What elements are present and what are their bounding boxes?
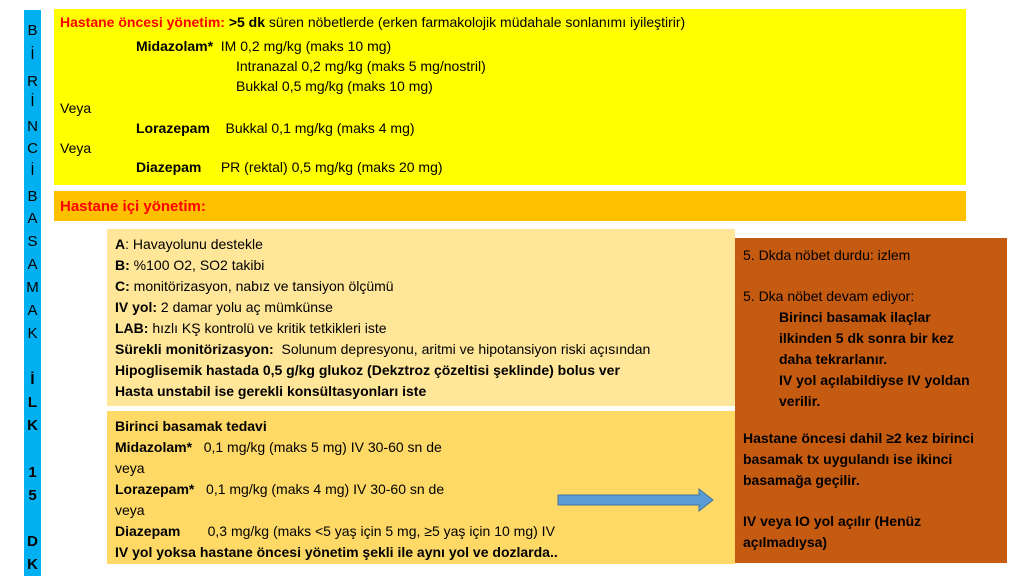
or-text: veya	[115, 502, 145, 518]
abc-text: 2 damar yolu aç mümkünse	[160, 299, 333, 315]
sidebar-letter: N	[27, 118, 38, 135]
seizure-stopped-text: 5. Dkda nöbet durdu: izlem	[743, 247, 911, 263]
abc-line	[115, 236, 263, 253]
dose-text: Intranazal 0,2 mg/kg (maks 5 mg/nostril)	[236, 58, 486, 74]
drug-label: Lorazepam	[136, 120, 210, 136]
drug-label: Midazolam*	[136, 38, 214, 54]
outcome-panel	[735, 238, 1007, 563]
midazolam-im-line	[136, 38, 391, 55]
second-line-text: basamak tx uygulandı ise ikinci	[743, 451, 953, 467]
prehospital-panel	[54, 9, 966, 185]
sidebar-letter: İ	[30, 371, 35, 388]
no-iv-line: IV yol yoksa hastane öncesi yönetim şekli ile aynı yol ve dozlarda..	[115, 544, 558, 560]
or-text: Veya	[60, 140, 92, 156]
sidebar-letter: M	[26, 279, 39, 296]
or-text: Veya	[60, 100, 92, 116]
inhospital-header-bar	[54, 191, 966, 221]
io-line-text: IV veya IO yol açılır (Henüz	[743, 513, 922, 529]
sidebar-letter: L	[27, 394, 38, 411]
sidebar-letter: D	[27, 533, 38, 550]
sidebar-letter: S	[27, 233, 38, 250]
sidebar-letter: 5	[28, 487, 37, 504]
dose-text: 0,1 mg/kg (maks 5 mg) IV 30-60 sn de	[203, 439, 442, 455]
prehospital-duration: >5 dk	[228, 14, 266, 30]
sidebar-letter: İ	[30, 46, 35, 63]
repeat-line: verilir.	[779, 393, 821, 409]
abc-key: A	[115, 236, 126, 252]
vertical-sidebar	[24, 10, 41, 576]
repeat-line: ilkinden 5 dk sonra bir kez	[779, 330, 955, 346]
abc-text: hızlı KŞ kontrolü ve kritik tetkikleri iste	[152, 320, 387, 336]
unstable-line: Hasta unstabil ise gerekli konsültasyonları iste	[115, 383, 427, 399]
sidebar-letter: A	[27, 256, 38, 273]
abc-line	[115, 341, 650, 358]
inhospital-title: Hastane içi yönetim:	[60, 198, 206, 215]
repeat-line: IV yol açılabildiyse IV yoldan	[779, 372, 970, 388]
abc-text: monitörizasyon, nabız ve tansiyon ölçümü	[133, 278, 394, 294]
repeat-line: daha tekrarlanır.	[779, 351, 888, 367]
abc-key: Sürekli monitörizasyon:	[115, 341, 274, 357]
sidebar-letter: K	[27, 556, 38, 573]
sidebar-letter: B	[27, 22, 38, 39]
abc-line	[115, 320, 387, 337]
drug-label: Diazepam	[115, 523, 181, 539]
diazepam-line	[136, 159, 443, 176]
abc-line	[115, 299, 333, 316]
prehospital-header-line	[60, 14, 685, 31]
second-line-text: basamağa geçilir.	[743, 472, 860, 488]
abc-text: Solunum depresyonu, aritmi ve hipotansiyon riski açısından	[281, 341, 651, 357]
hypoglycemia-line: Hipoglisemik hastada 0,5 g/kg glukoz (Dekztroz çözeltisi şeklinde) bolus ver	[115, 362, 620, 378]
drug-label: Lorazepam*	[115, 481, 195, 497]
io-line-text: açılmadıysa)	[743, 534, 828, 550]
sidebar-letter: K	[27, 325, 38, 342]
dose-text: IM 0,2 mg/kg (maks 10 mg)	[220, 38, 392, 54]
repeat-line: Birinci basamak ilaçlar	[779, 309, 931, 325]
sidebar-letter: A	[27, 302, 38, 319]
abc-key: C:	[115, 278, 130, 294]
prehospital-title: Hastane öncesi yönetim:	[60, 14, 225, 30]
firstline-lorazepam-line	[115, 481, 444, 498]
abc-key: B:	[115, 257, 130, 273]
firstline-title: Birinci basamak tedavi	[115, 418, 267, 434]
sidebar-letter: R	[27, 73, 38, 90]
drug-label: Diazepam	[136, 159, 202, 175]
sidebar-letter: C	[27, 140, 38, 157]
lorazepam-line	[136, 120, 415, 137]
firstline-midazolam-line	[115, 439, 442, 456]
abc-key: IV yol:	[115, 299, 158, 315]
sidebar-letter: K	[27, 417, 38, 434]
abc-panel	[107, 229, 735, 406]
sidebar-letter: İ	[30, 162, 35, 179]
sidebar-letter: İ	[30, 93, 35, 110]
abc-line	[115, 278, 394, 295]
dose-text: Bukkal 0,1 mg/kg (maks 4 mg)	[225, 120, 415, 136]
abc-key: LAB:	[115, 320, 149, 336]
or-text: veya	[115, 460, 145, 476]
drug-label: Midazolam*	[115, 439, 193, 455]
second-line-text: Hastane öncesi dahil ≥2 kez birinci	[743, 430, 974, 446]
dose-text: PR (rektal) 0,5 mg/kg (maks 20 mg)	[220, 159, 443, 175]
abc-text: %100 O2, SO2 takibi	[133, 257, 265, 273]
sidebar-letter: 1	[28, 464, 37, 481]
dose-text: 0,3 mg/kg (maks <5 yaş için 5 mg, ≥5 yaş için 10 mg) IV	[207, 523, 555, 539]
firstline-diazepam-line	[115, 523, 555, 540]
abc-text: : Havayolunu destekle	[125, 236, 263, 252]
prehospital-desc: süren nöbetlerde (erken farmakolojik müdahale sonlanımı iyileştirir)	[268, 14, 686, 30]
seizure-continues-text: 5. Dka nöbet devam ediyor:	[743, 288, 915, 304]
dose-text: 0,1 mg/kg (maks 4 mg) IV 30-60 sn de	[206, 481, 445, 497]
dose-text: Bukkal 0,5 mg/kg (maks 10 mg)	[236, 78, 433, 94]
sidebar-letter: B	[27, 188, 38, 205]
right-arrow-icon	[557, 488, 715, 512]
sidebar-letter: A	[27, 210, 38, 227]
abc-line	[115, 257, 264, 274]
